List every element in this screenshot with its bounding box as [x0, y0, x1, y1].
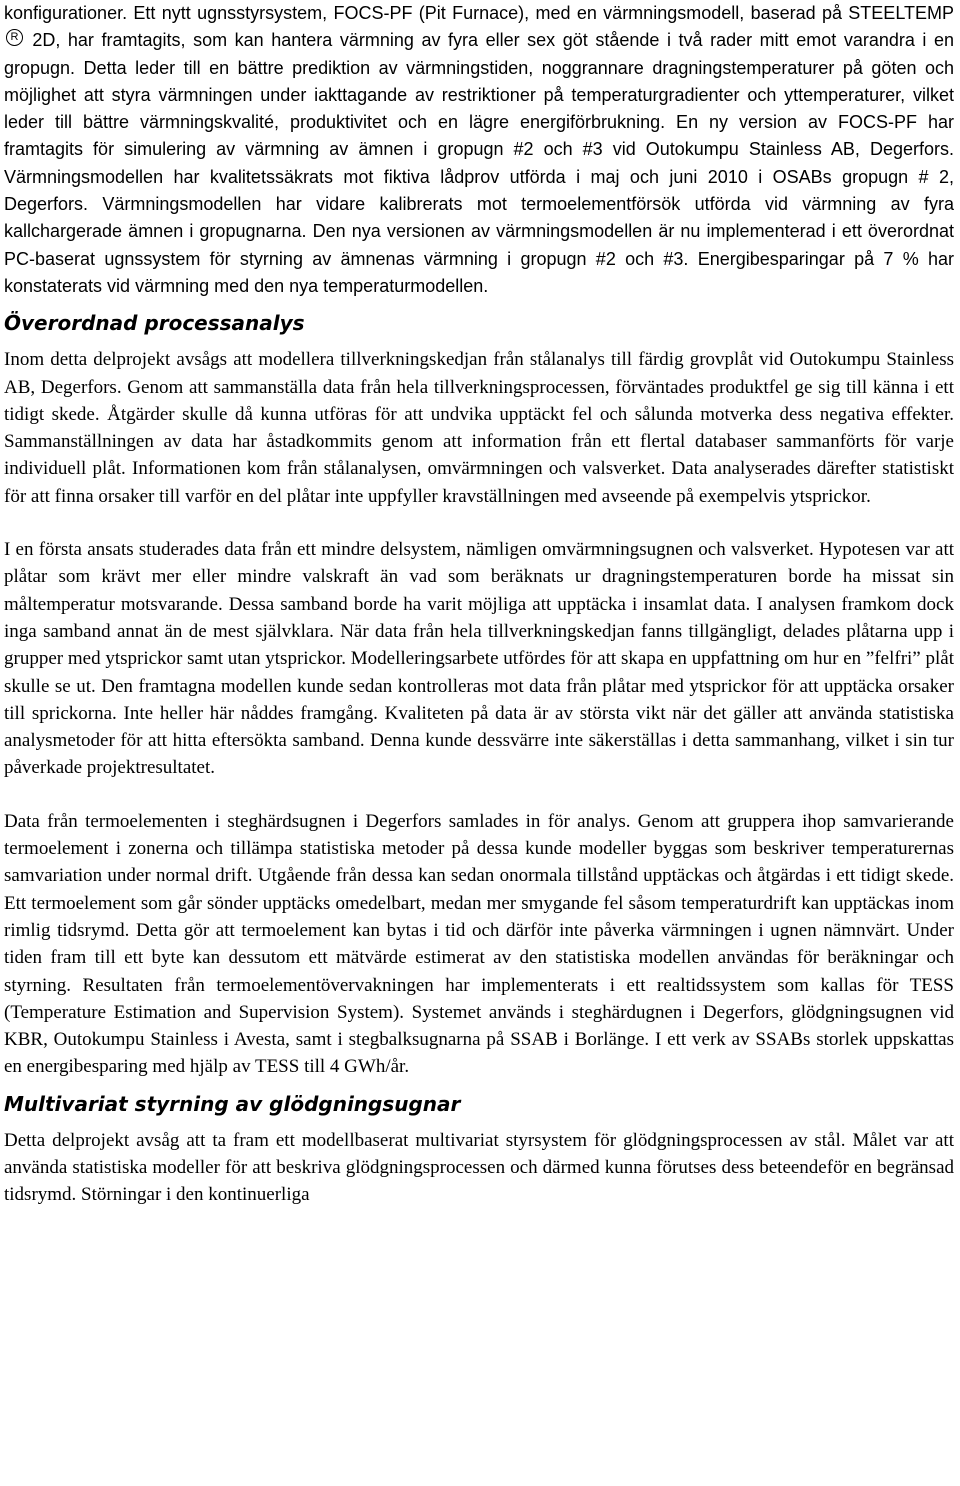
paragraph-process-analysis: Inom detta delprojekt avsågs att modellera tillverkningskedjan från stålanalys till färdig grovplåt vid Outokumpu Stainless AB, Degerfors. Genom att sammanställa data från hela tillverkningsprocessen, förväntades produktfel ge sig till känna i ett tidigt skede. Åtgärder skulle då kunna utföras för att undvika upptäckt fel och sålunda motverka dess negativa effekter. Sammanställningen av data har åstadkommits genom att information från ett flertal databaser sammanförts för varje individuell plåt. Informationen kom från stålanalysen, omvärmningen och valsverket. Data analyserades därefter statistiskt för att finna orsaker till varför en del plåtar inte uppfyller kravställningen med avseende på exempelvis ytsprickor. [4, 349, 954, 507]
section-heading-process-analysis: Överordnad processanalys [4, 311, 305, 336]
section-heading-multivariate-control: Multivariat styrning av glödgningsugnar [4, 1091, 461, 1116]
paragraph-multivariate-control: Detta delprojekt avsåg att ta fram ett modellbaserat multivariat styrsystem för glödgningsprocessen av stål. Målet var att använda statistiska modeller för att beskriva glödgningsprocessen och därmed kunna förutses dess beteendeför en begränsad tidsrymd. Störningar i den kontinuerliga [4, 1129, 954, 1206]
paragraph-intro-sans-c: Detta leder till en bättre prediktion av värmningstiden, noggrannare dragningstemperaturer på göten och möjlighet att styra värmningen under iakttagande av restriktioner på temperaturgradienter och yttemperaturer, vilket leder till bättre värmningskvalité, produktivitet och en lägre energiförbrukning. En ny version av FOCS-PF har framtagits för simulering av värmning av ämnen i gropugn #2 och #3 vid Outokumpu Stainless AB, Degerfors. Värmningsmodellen har kvalitetssäkrats mot fiktiva lådprov utförda i maj och juni 2010 i OSABs gropugn # 2, Degerfors. Värmningsmodellen har vidare kalibrerats mot termoelementförsök utförda vid värmning av fyra kallchargerade ämnen i gropugnarna. Den nya versionen av värmningsmodellen är nu implementerad i ett överordnat PC-baserat ugnssystem för styrning av ämnenas värmning i gropugn #2 och #3. Energibesparingar på 7 % har konstaterats vid värmning med den nya temperaturmodellen. [4, 57, 954, 296]
paragraph-intro [4, 0, 954, 300]
paragraph-intro-sans-b: 2D, har framtagits, som kan hantera värmning av fyra eller sex göt stående i två rader mitt emot varandra i en gropugn. [4, 30, 955, 78]
document-page [4, 0, 954, 1209]
paragraph-first-approach: I en första ansats studerades data från ett mindre delsystem, nämligen omvärmningsugnen och valsverket. Hypotesen var att plåtar som krävt mer eller mindre valskraft än vad som beräknats ur dragningstemperaturen borde ha missat sin måltemperatur motsvarande. Dessa samband borde ha varit möjliga att upptäcka i insamlat data. I analysen framkom dock inga samband annat än de mest självklara. När data från hela tillverkningskedjan fanns tillgängligt, delades plåtarna upp i grupper med ytsprickor samt utan ytsprickor. Modelleringsarbete utfördes för att skapa en uppfattning om hur en ”felfri” plåt skulle se ut. Den framtagna modellen kunde sedan kontrolleras mot data från plåtar med ytsprickor för att upptäcka orsaker till sprickorna. Inte heller här nåddes framgång. Kvaliteten på data är av största vikt när det gäller att använda statistiska analysmetoder för att hitta eftersökta samband. Denna kunde dessvärre inte säkerställas i detta sammanhang, vilket i sin tur påverkade projektresultatet. [4, 539, 954, 779]
registered-trademark-icon: R [6, 29, 23, 46]
paragraph-intro-sans-a: konfigurationer. Ett nytt ugnsstyrsystem, FOCS-PF (Pit Furnace), med en värmningsmodell, baserad på STEELTEMP [4, 3, 954, 23]
paragraph-thermocouples: Data från termoelementen i steghärdsugnen i Degerfors samlades in för analys. Genom att gruppera ihop samvarierande termoelement i zonerna och tillämpa statistiska metoder på dessa kunde modeller byggas som beskriver temperaturernas samvariation under normal drift. Utgående från dessa kan sedan onormala tillstånd upptäckas och åtgärdas i ett tidigt skede. Ett termoelement som går sönder upptäcks omedelbart, medan mer smygande fel såsom temperaturdrift kan upptäckas inom rimlig tidsrymd. Detta gör att termoelement kan bytas i tid och därför inte påverka värmningen i ugnen nämnvärt. Under tiden fram till ett byte kan dessutom ett mätvärde estimerat av den statistiska modellen användas för beräkningar och styrning. Resultaten från termoelementövervakningen har implementerats i ett realtidssystem som kallas för TESS (Temperature Estimation and Supervision System). Systemet används i steghärdugnen i Degerfors, glödgningsugnen vid KBR, Outokumpu Stainless i Avesta, samt i stegbalksugnarna på SSAB i Borlänge. I ett verk av SSABs storlek uppskattas en energibesparing med hjälp av TESS till 4 GWh/år. [4, 810, 954, 1078]
